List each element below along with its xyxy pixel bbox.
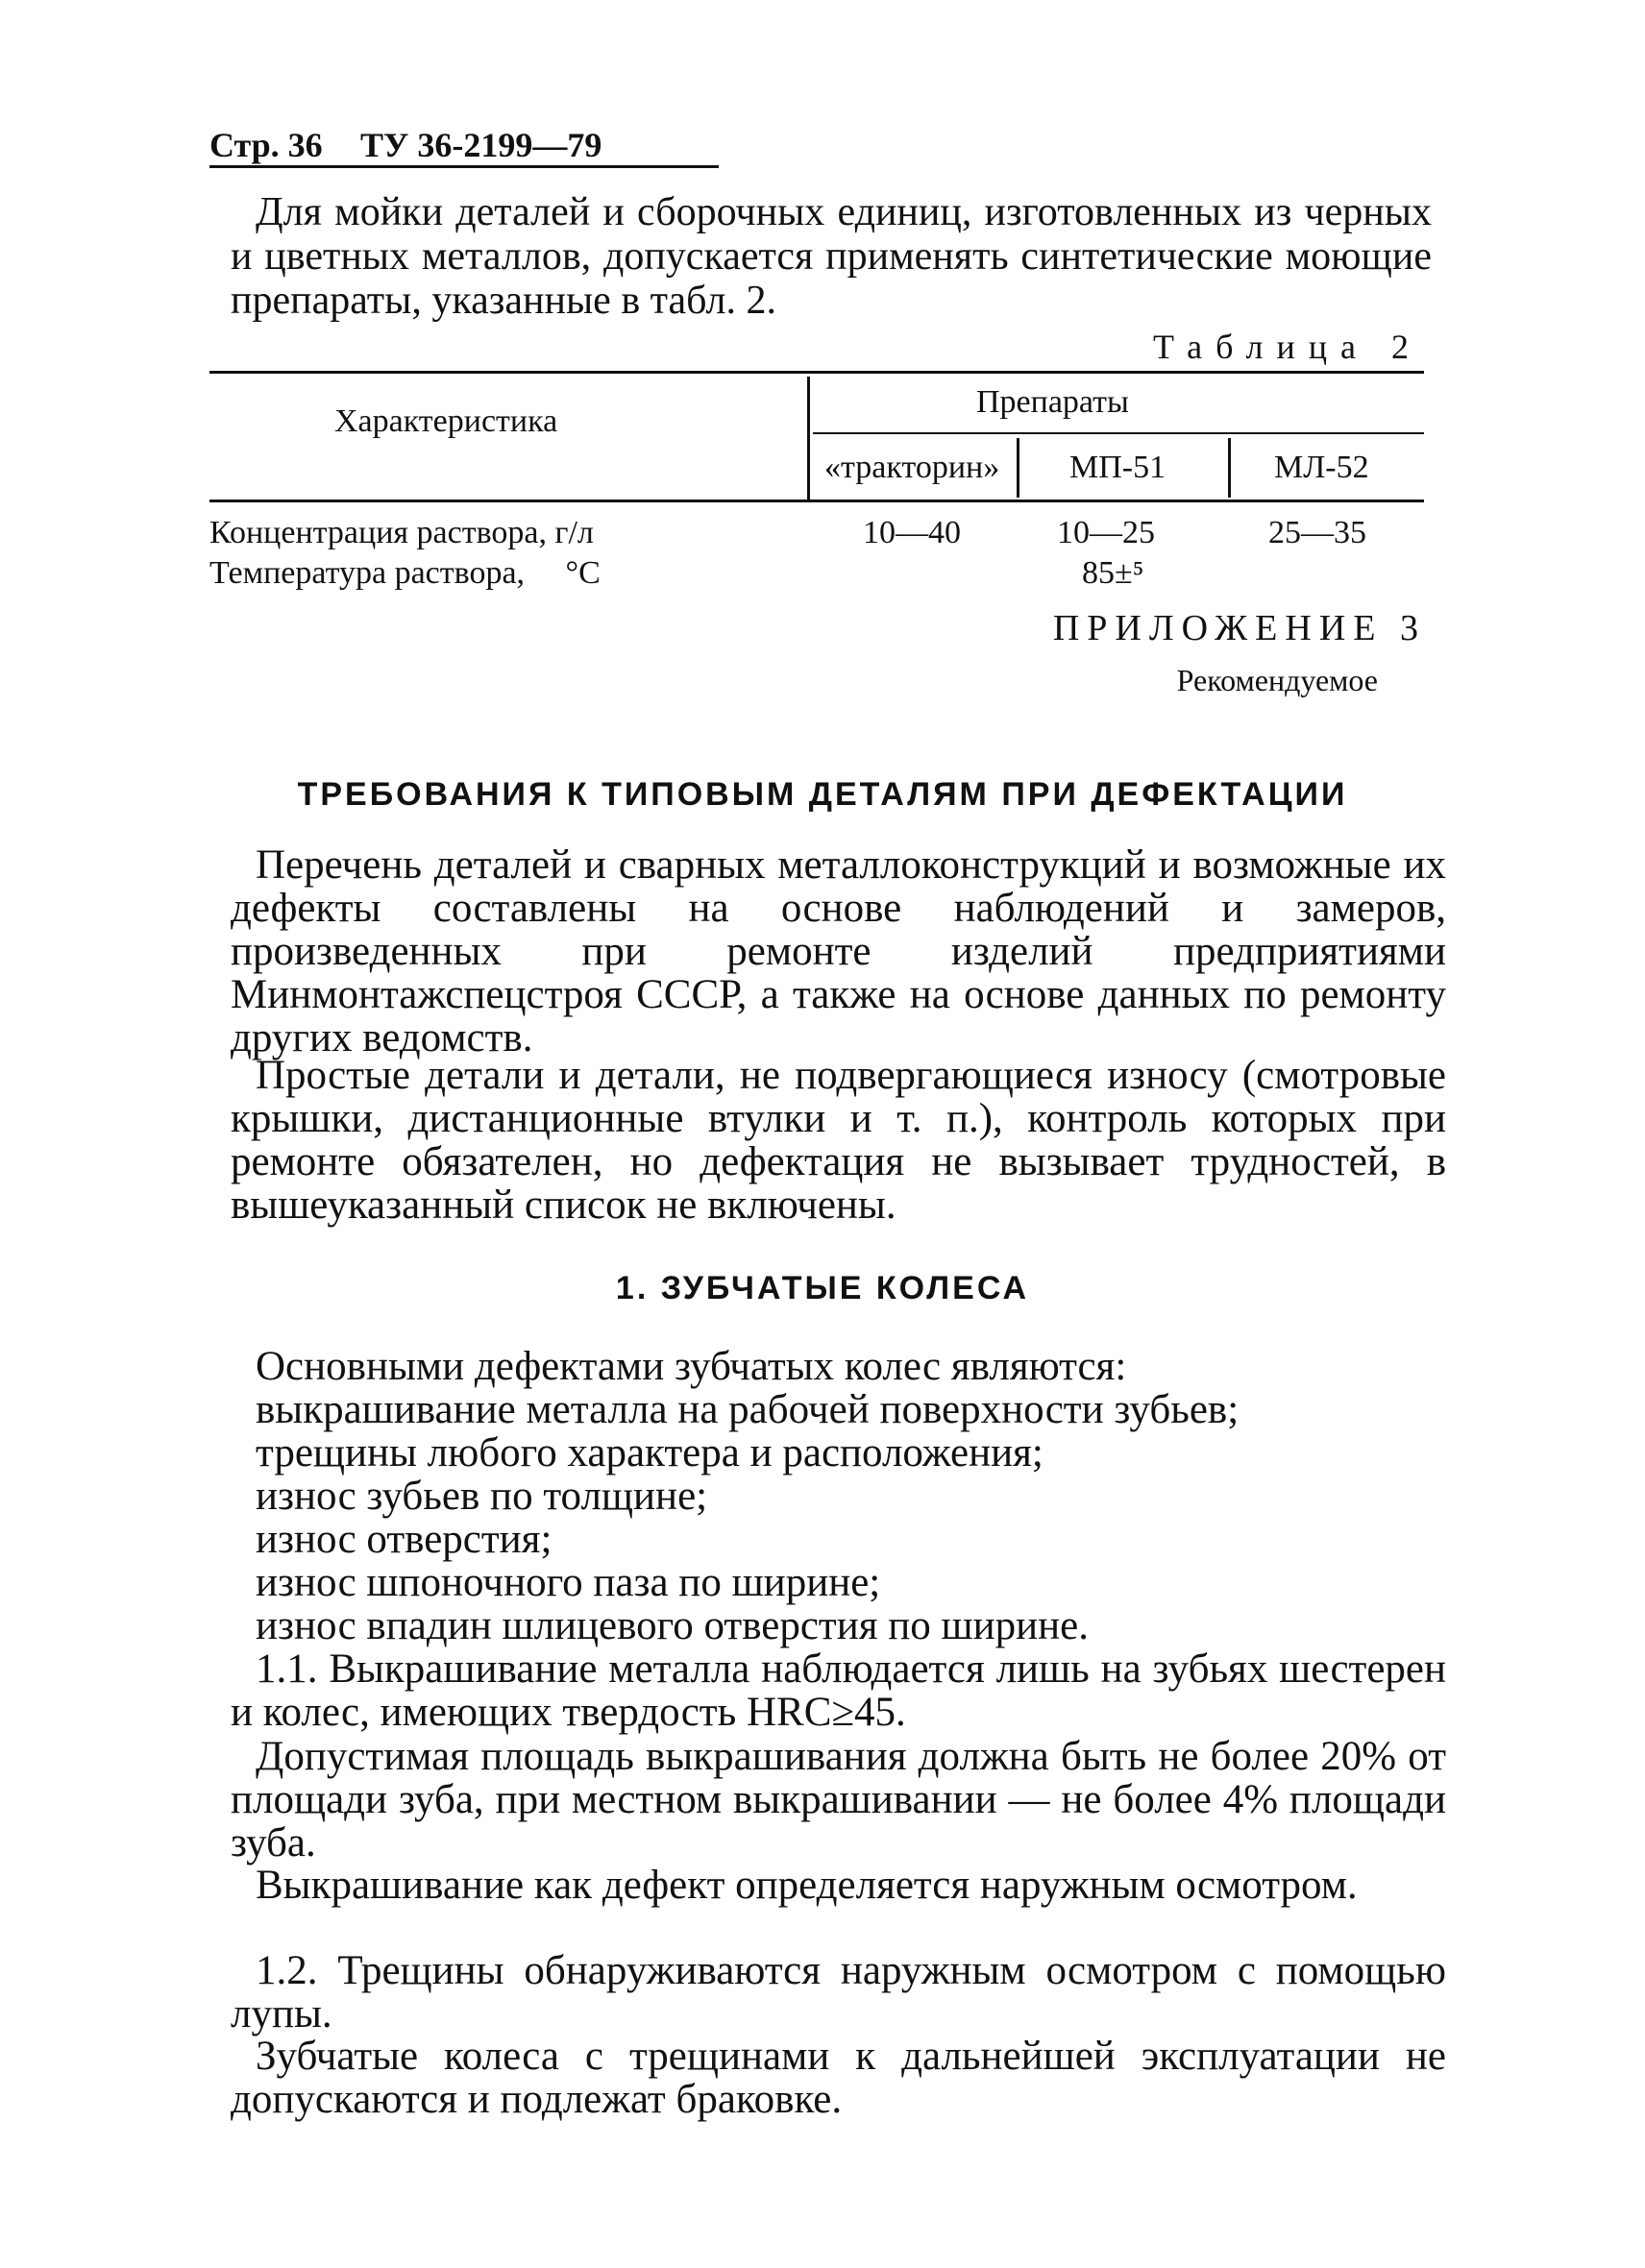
row-value: 10—25 xyxy=(1057,515,1155,550)
row-name: Температура раствора, °С xyxy=(209,555,601,591)
table-header-rule xyxy=(209,500,1424,502)
appendix-note: Рекомендуемое xyxy=(1176,663,1378,697)
paragraph: Простые детали и детали, не подвергающиеся износу (смотровые крышки, дистанционные втулки и т. п.), контроль которых при ремонте обязателен, но дефектация не вызывает трудностей, в вышеуказанный список не включены. xyxy=(231,1053,1446,1228)
col-mp51: МП-51 xyxy=(1069,450,1166,485)
list-item: выкрашивание металла на рабочей поверхности зубьев; xyxy=(256,1387,1240,1432)
paragraph: 1.1. Выкрашивание металла наблюдается лишь на зубьях шестерен и колес, имеющих твердость HRC≥45. xyxy=(231,1646,1446,1735)
list-item: износ впадин шлицевого отверстия по ширине. xyxy=(256,1603,1089,1648)
row-name: Концентрация раствора, г/л xyxy=(209,515,594,550)
paragraph: Допустимая площадь выкрашивания должна быть не более 20% от площади зуба, при местном выкрашивании — не более 4% площади зуба. xyxy=(231,1734,1446,1866)
defects-list xyxy=(256,1345,1447,1647)
col-group-preparations: Препараты xyxy=(976,384,1129,420)
preparations-table xyxy=(209,371,1424,601)
list-item: износ зубьев по толщине; xyxy=(256,1474,708,1519)
paragraph: Зубчатые колеса с трещинами к дальнейшей эксплуатации не допускаются и подлежат браковке. xyxy=(231,2034,1446,2122)
page-number: Стр. 36 xyxy=(209,126,323,164)
page-header xyxy=(209,125,709,165)
col-ml52: МЛ-52 xyxy=(1274,450,1369,485)
table-label: Таблица 2 xyxy=(1153,328,1422,366)
list-item: трещины любого характера и расположения; xyxy=(256,1430,1043,1475)
group-rule xyxy=(813,432,1424,434)
col-divider-1 xyxy=(1017,438,1019,498)
row-value: 25—35 xyxy=(1268,515,1366,550)
appendix-title: ПРИЛОЖЕНИЕ 3 xyxy=(1052,608,1426,648)
paragraph: Перечень деталей и сварных металлоконструкций и возможные их дефекты составлены на основе наблюдений и замеров, произведенных при ремонте изделий предприятиями Минмонтажспецстроя СССР, а также на основе данных по ремонту других ведомств. xyxy=(231,842,1446,1061)
table-divider xyxy=(807,377,810,500)
header-rule xyxy=(209,165,719,168)
list-item: износ отверстия; xyxy=(256,1517,552,1562)
subsection-title: 1. ЗУБЧАТЫЕ КОЛЕСА xyxy=(615,1270,1030,1306)
section-title: ТРЕБОВАНИЯ К ТИПОВЫМ ДЕТАЛЯМ ПРИ ДЕФЕКТАЦИИ xyxy=(297,776,1348,813)
col-characteristic: Характеристика xyxy=(334,403,558,439)
paragraph: Выкрашивание как дефект определяется наружным осмотром. xyxy=(256,1863,1358,1908)
list-item: износ шпоночного паза по ширине; xyxy=(256,1560,881,1605)
standard-code: ТУ 36-2199—79 xyxy=(360,126,602,164)
paragraph: 1.2. Трещины обнаруживаются наружным осмотром с помощью лупы. xyxy=(231,1948,1446,2036)
intro-paragraph: Для мойки деталей и сборочных единиц, изготовленных из черных и цветных металлов, допускается применять синтетические моющие препараты, указанные в табл. 2. xyxy=(231,190,1432,323)
row-value: 85±⁵ xyxy=(1082,555,1144,591)
row-value: 10—40 xyxy=(863,515,961,550)
table-top-rule xyxy=(209,371,1424,374)
col-tractorin: «тракторин» xyxy=(824,450,1000,485)
list-item: Основными дефектами зубчатых колес являются: xyxy=(256,1344,1127,1389)
col-divider-2 xyxy=(1228,438,1231,498)
